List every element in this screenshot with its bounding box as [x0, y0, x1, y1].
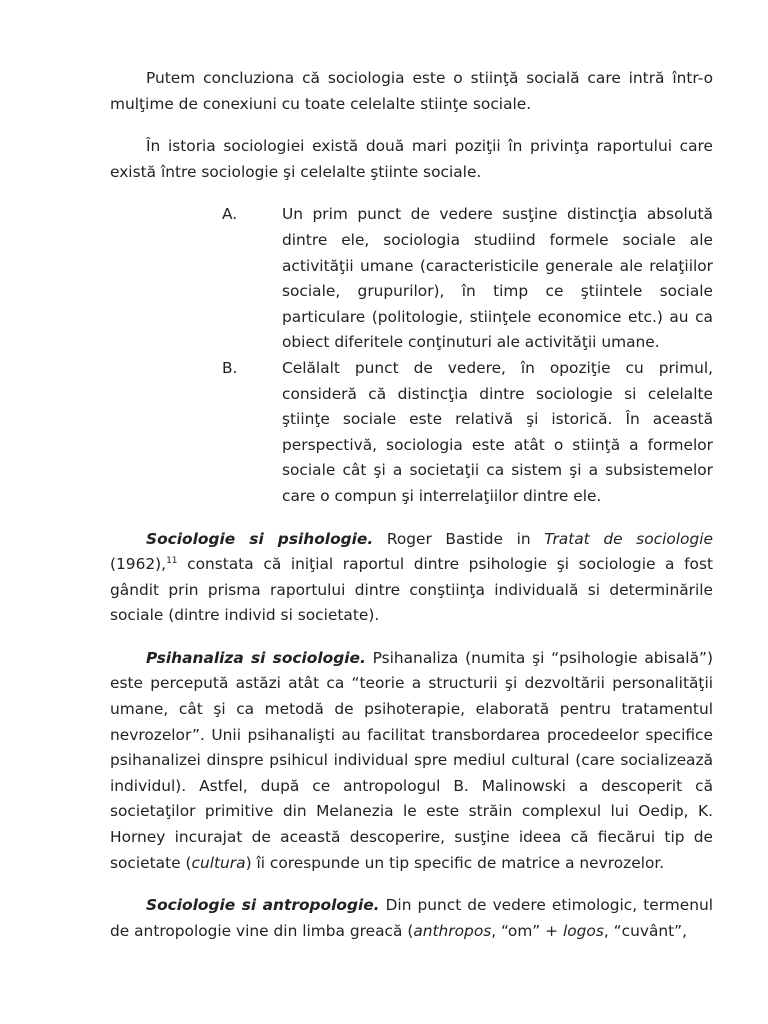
paragraph-psychoanalysis-sociology	[110, 646, 713, 876]
list-item-a	[110, 202, 713, 356]
footnote-reference[interactable]: 11	[166, 556, 178, 567]
text-span: Din punct de vedere etimologic, termenul de antropologie vine din limba greacă (	[110, 896, 713, 940]
text-span: constata că iniţial raportul dintre psihologie şi sociologie a fost gândit prin prisma raportului dintre conştiinţa individuală si determinările sociale (dintre individ si societate).	[110, 555, 713, 625]
list-marker-b: B.	[222, 358, 238, 377]
text-span: , “cuvânt”,	[603, 921, 688, 940]
book-title: Tratat de sociologie	[544, 529, 713, 548]
text-span: (1962),	[110, 555, 167, 574]
list-item-b	[110, 356, 713, 510]
paragraph-conclusion: Putem concluziona că sociologia este o stiinţă socială care intră într-o mulţime de conexiuni cu toate celelalte stiinţe sociale.	[110, 69, 713, 113]
positions-list	[110, 202, 713, 509]
list-marker-a: A.	[222, 205, 238, 224]
paragraph-sociology-psychology	[110, 527, 713, 629]
italic-term: anthropos	[413, 921, 492, 940]
paragraph-history: În istoria sociologiei există două mari poziţii în privinţa raportului care există între sociologie şi celelalte ştiinte sociale.	[110, 137, 713, 181]
section-heading-anthropology: Sociologie si antropologie.	[146, 896, 380, 915]
text-span: Psihanaliza (numita şi “psihologie abisală”) este percepută astăzi atât ca “teorie a structurii şi dezvoltării personalităţii umane, cât şi ca metodă de psihoterapie, elaborată pentru tratamentul nevrozelor”. Unii psihanalişti au facilitat transbordarea procedeelor specifice psihanalizei dinspre psihicul individual spre mediul cultural (care socializează individul). Astfel, după ce antropologul B. Malinowski a descoperit că societaţilor primitive din Melanezia le este străin complexul lui Oedip, K. Horney incurajat de această descoperire, susţine ideea că fiecărui tip de societate (	[110, 648, 713, 872]
list-text-b: Celălalt punct de vedere, în opoziţie cu primul, consideră că distincţia dintre sociologie si celelalte ştiinţe sociale este relativă şi istorică. În această perspectivă, sociologia este atât o stiinţă a formelor sociale cât şi a societaţii ca sistem şi a subsistemelor care o compun şi interrelaţiilor dintre ele.	[282, 358, 713, 505]
section-heading-psychoanalysis: Psihanaliza si sociologie.	[146, 648, 366, 667]
section-heading-psychology: Sociologie si psihologie.	[146, 529, 374, 548]
list-text-a: Un prim punct de vedere susţine distincţia absolută dintre ele, sociologia studiind formele sociale ale activităţii umane (caracteristicile generale ale relaţiilor sociale, grupurilor), în timp ce ştiintele sociale particulare (politologie, stiinţele economice etc.) au ca obiect diferitele conţinuturi ale activităţii umane.	[282, 205, 713, 352]
italic-term: logos	[562, 921, 604, 940]
text-span: ) îi corespunde un tip specific de matrice a nevrozelor.	[245, 853, 665, 872]
paragraph-sociology-anthropology	[110, 893, 713, 944]
text-span: , “om” +	[491, 921, 563, 940]
text-span: Roger Bastide in	[373, 529, 545, 548]
italic-term: cultura	[191, 853, 246, 872]
